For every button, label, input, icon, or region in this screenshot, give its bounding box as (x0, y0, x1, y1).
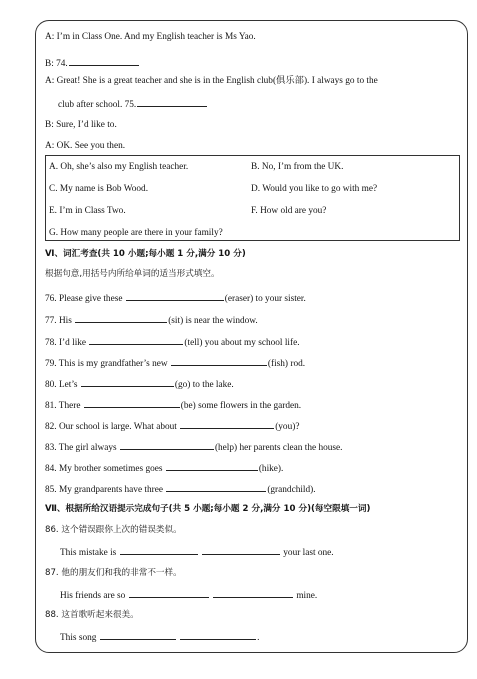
question-hint: (go) to the lake. (174, 380, 234, 390)
option-g: G. How many people are there in your family? (49, 228, 223, 238)
question-text: your last one. (283, 548, 334, 558)
answer-blank-86-1[interactable] (120, 545, 198, 555)
question-hint: (grandchild). (267, 485, 316, 495)
question-hint: (tell) you about my school life. (184, 338, 300, 348)
question-hint: (sit) is near the window. (168, 316, 258, 326)
question-88-chinese: 88. 这首歌听起来很美。 (45, 610, 139, 620)
question-85 (45, 482, 316, 496)
question-text: This song (60, 633, 97, 643)
answer-blank-81[interactable] (84, 398, 180, 408)
option-b: B. No, I’m from the UK. (251, 162, 344, 172)
question-81 (45, 398, 301, 412)
section-instruction: 根据句意,用括号内所给单词的适当形式填空。 (45, 269, 220, 279)
question-86-chinese: 86. 这个错误跟你上次的错误类似。 (45, 525, 182, 535)
question-77 (45, 313, 258, 327)
question-text: This mistake is (60, 548, 117, 558)
question-text: mine. (296, 591, 318, 601)
section-title-translate: Ⅶ、根据所给汉语提示完成句子(共 5 小题;每小题 2 分,满分 10 分)(每空限填一词) (45, 504, 371, 514)
answer-blank-79[interactable] (171, 356, 267, 366)
question-text: 79. This is my grandfather’s new (45, 359, 168, 369)
question-text: 84. My brother sometimes goes (45, 464, 163, 474)
question-83 (45, 440, 342, 454)
question-text: 83. The girl always (45, 443, 117, 453)
question-hint: (be) some flowers in the garden. (180, 401, 302, 411)
answer-blank-87-1[interactable] (129, 588, 209, 598)
question-82 (45, 419, 299, 433)
question-88 (60, 630, 259, 644)
answer-blank-76[interactable] (126, 291, 224, 301)
dialogue-line-75 (58, 97, 208, 111)
answer-blank-88-1[interactable] (100, 630, 176, 640)
dialogue-line: A: OK. See you then. (45, 141, 126, 151)
answer-blank-87-2[interactable] (213, 588, 293, 598)
question-hint: (help) her parents clean the house. (214, 443, 343, 453)
options-box (45, 155, 460, 241)
option-f: F. How old are you? (251, 206, 327, 216)
question-87-chinese: 87. 他的朋友们和我的非常不一样。 (45, 568, 182, 578)
question-76 (45, 291, 306, 305)
question-hint: (fish) rod. (267, 359, 306, 369)
dialogue-line: A: I’m in Class One. And my English teacher is Ms Yao. (45, 32, 256, 42)
answer-blank-75[interactable] (137, 97, 207, 107)
answer-blank-88-2[interactable] (180, 630, 256, 640)
answer-blank-77[interactable] (75, 313, 167, 323)
dialogue-line: A: Great! She is a great teacher and she is in the English club(俱乐部). I always go to the (45, 76, 378, 86)
question-79 (45, 356, 305, 370)
question-text: 77. His (45, 316, 72, 326)
answer-blank-82[interactable] (180, 419, 274, 429)
question-text: 76. Please give these (45, 294, 123, 304)
question-number: B: 74. (45, 59, 68, 69)
dialogue-line: B: Sure, I’d like to. (45, 120, 117, 130)
answer-blank-78[interactable] (89, 335, 183, 345)
section-title-vocab: Ⅵ、词汇考查(共 10 小题;每小题 1 分,满分 10 分) (45, 249, 246, 259)
question-84 (45, 461, 283, 475)
question-text: 80. Let’s (45, 380, 78, 390)
question-hint: (eraser) to your sister. (224, 294, 306, 304)
question-text: 82. Our school is large. What about (45, 422, 177, 432)
dialogue-line-74 (45, 56, 140, 70)
question-hint: (hike). (258, 464, 284, 474)
question-86 (60, 545, 334, 559)
answer-blank-74[interactable] (69, 56, 139, 66)
question-text: His friends are so (60, 591, 126, 601)
dialogue-text: club after school. 75. (58, 100, 137, 110)
option-d: D. Would you like to go with me? (251, 184, 378, 194)
question-text: 81. There (45, 401, 81, 411)
answer-blank-85[interactable] (166, 482, 266, 492)
answer-blank-84[interactable] (166, 461, 258, 471)
question-87 (60, 588, 317, 602)
option-a: A. Oh, she’s also my English teacher. (49, 162, 189, 172)
question-text: 78. I’d like (45, 338, 87, 348)
question-text: 85. My grandparents have three (45, 485, 163, 495)
question-hint: (you)? (275, 422, 300, 432)
question-78 (45, 335, 300, 349)
question-text: . (257, 633, 260, 643)
answer-blank-86-2[interactable] (202, 545, 280, 555)
option-e: E. I’m in Class Two. (49, 206, 126, 216)
question-80 (45, 377, 234, 391)
answer-blank-80[interactable] (81, 377, 174, 387)
answer-blank-83[interactable] (120, 440, 214, 450)
option-c: C. My name is Bob Wood. (49, 184, 149, 194)
